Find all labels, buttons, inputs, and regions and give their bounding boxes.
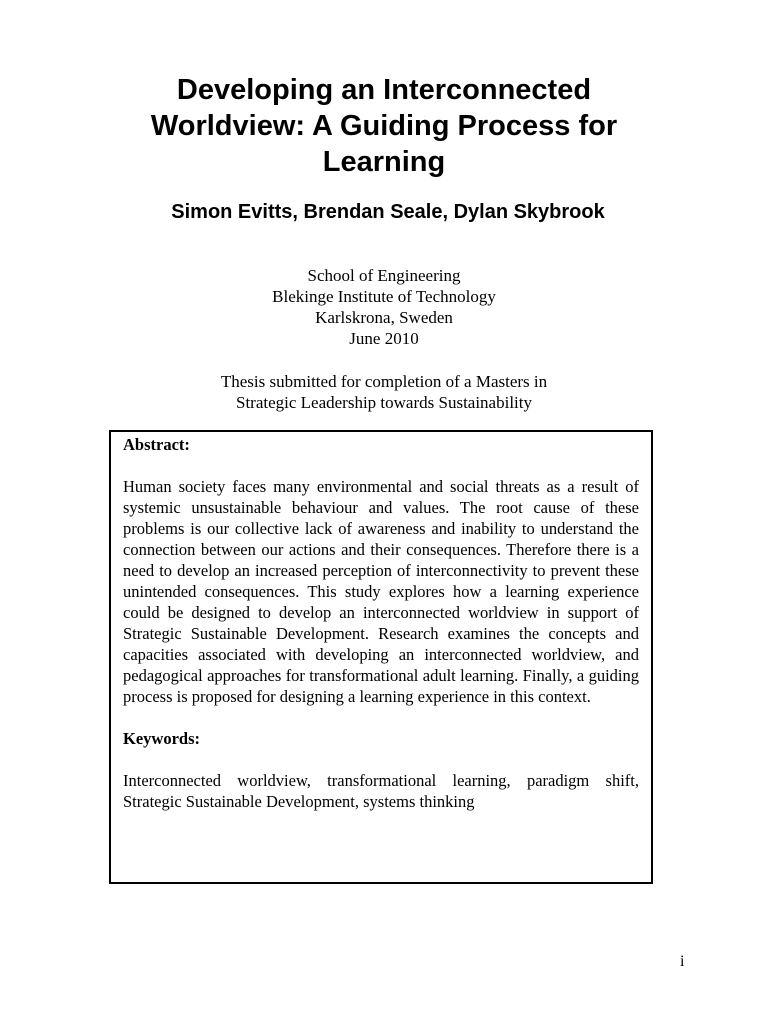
abstract-box [109,430,653,884]
affiliation-institute: Blekinge Institute of Technology [272,287,496,306]
affiliation-date: June 2010 [349,329,419,348]
authors: Simon Evitts, Brendan Seale, Dylan Skybrook [171,201,605,223]
title-line-2: Worldview: A Guiding Process for [150,110,618,142]
title-line-1: Developing an Interconnected [176,74,592,106]
title-line-3: Learning [322,146,446,178]
abstract-heading: Abstract: [123,435,190,454]
thesis-statement [84,371,684,413]
thesis-line-1: Thesis submitted for completion of a Masters in [220,372,548,391]
keywords-text: Interconnected worldview, transformational learning, paradigm shift, Strategic Sustainable Development, systems thinking [123,771,639,811]
abstract-text: Human society faces many environmental and social threats as a result of systemic unsustainable behaviour and values. The root cause of these problems is our collective lack of awareness and inability to understand the connection between our actions and their consequences. Therefore there is a need to develop an increased perception of interconnectivity to prevent these unintended consequences. This study explores how a learning experience could be designed to develop an interconnected worldview in support of Strategic Sustainable Development. Research examines the concepts and capacities associated with developing an interconnected worldview, and pedagogical approaches for transformational adult learning. Finally, a guiding process is proposed for designing a learning experience in this context. [123,477,639,706]
affiliation-location: Karlskrona, Sweden [315,308,453,327]
affiliation-school: School of Engineering [307,266,461,285]
keywords-heading: Keywords: [123,729,200,748]
affiliation-block [84,265,684,349]
page-number: i [680,953,685,970]
thesis-line-2: Strategic Leadership towards Sustainability [235,393,532,412]
document-title [60,72,708,180]
